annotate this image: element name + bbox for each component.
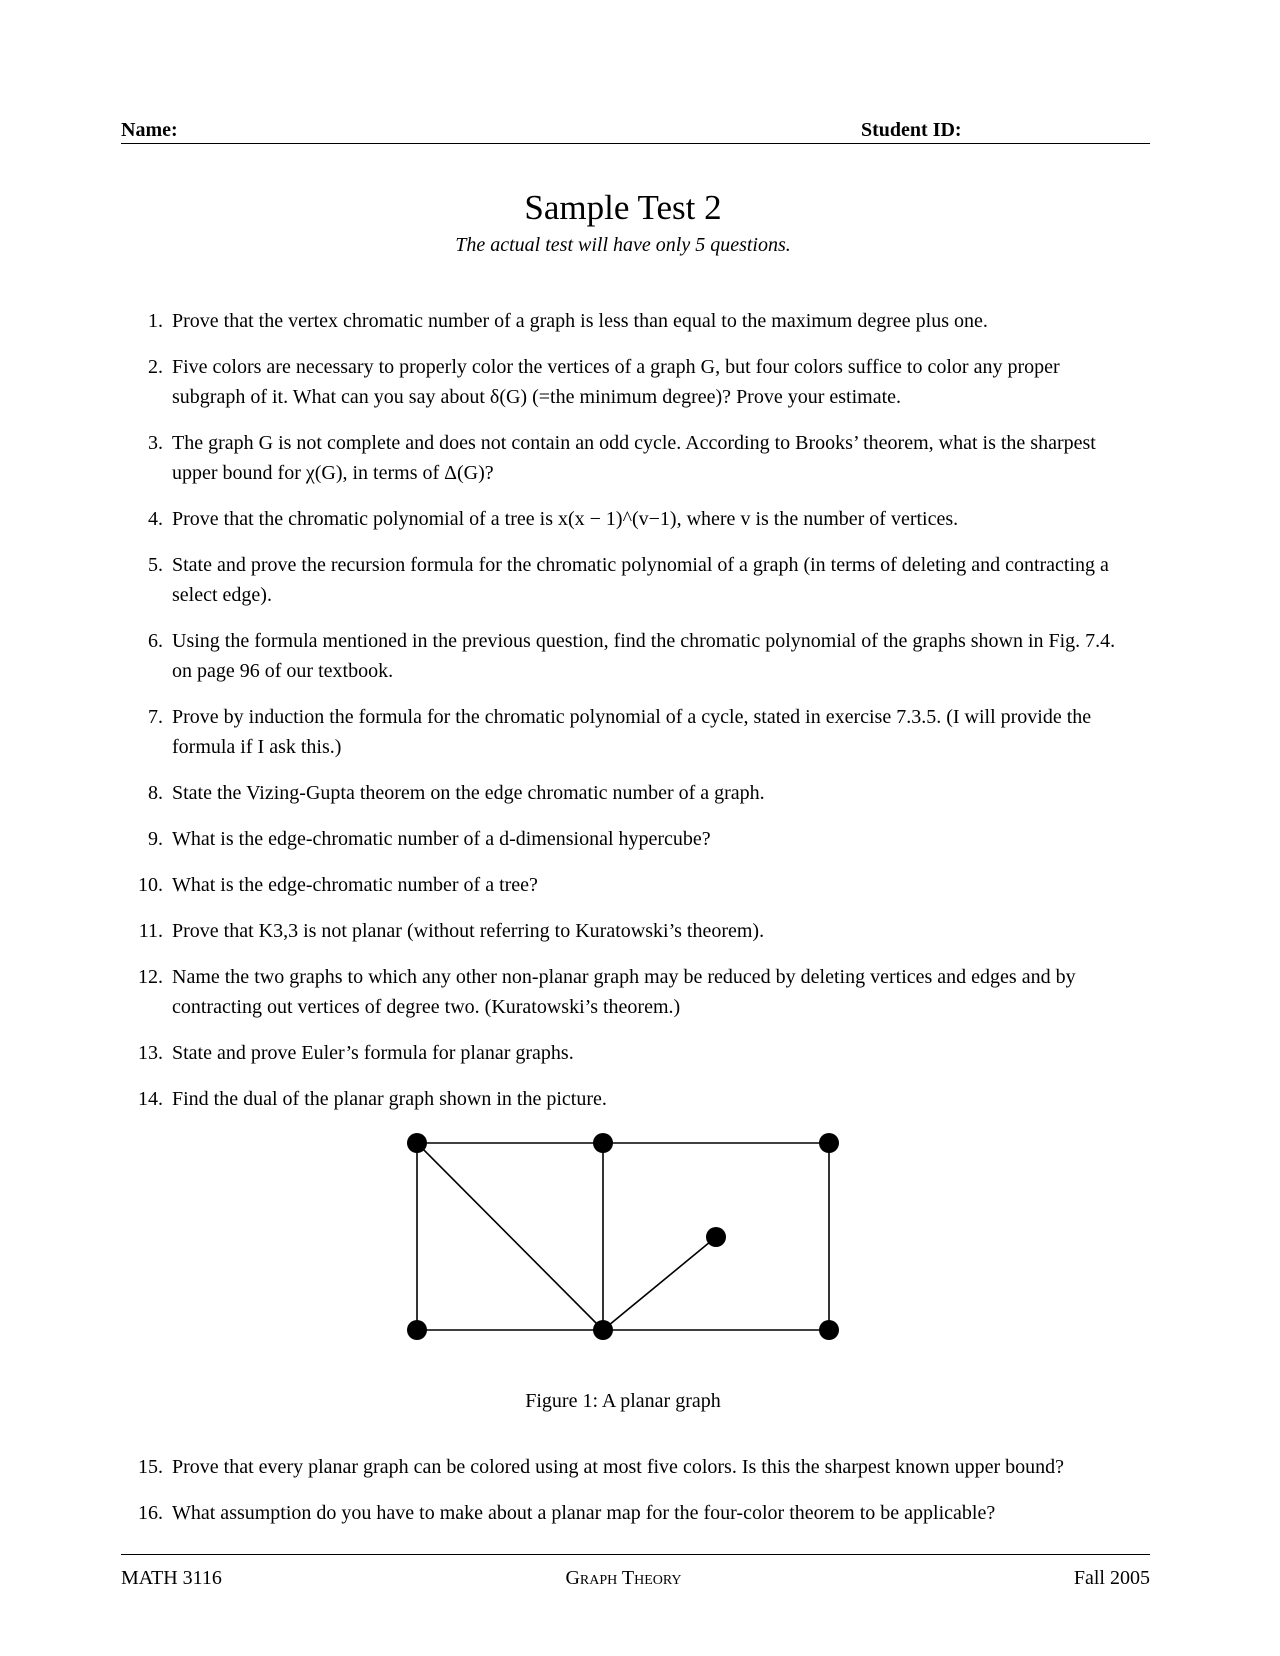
question-4: 4. Prove that the chromatic polynomial of a tree is x(x − 1)^(v−1), where v is the number of vertices. <box>148 508 959 530</box>
question-12: 12. Name the two graphs to which any other non-planar graph may be reduced by deleting vertices and edges and by contracting out vertices of degree two. (Kuratowski’s theorem.) <box>138 966 1076 1018</box>
student-id-label: Student ID: <box>861 119 962 141</box>
header <box>121 119 1150 144</box>
question-8: 8. State the Vizing-Gupta theorem on the edge chromatic number of a graph. <box>148 782 765 804</box>
question-3: 3. The graph G is not complete and does not contain an odd cycle. According to Brooks’ theorem, what is the sharpest upper bound for χ(G), in terms of Δ(G)? <box>148 432 1096 484</box>
figure-caption: Figure 1: A planar graph <box>525 1390 721 1412</box>
question-9: 9. What is the edge-chromatic number of a d-dimensional hypercube? <box>148 828 711 850</box>
question-11: 11. Prove that K3,3 is not planar (without referring to Kuratowski’s theorem). <box>138 920 765 942</box>
question-13: 13. State and prove Euler’s formula for planar graphs. <box>138 1042 574 1064</box>
question-14: 14. Find the dual of the planar graph shown in the picture. <box>138 1088 607 1110</box>
term: Fall 2005 <box>1073 1567 1150 1589</box>
question-2: 2. Five colors are necessary to properly color the vertices of a graph G, but four colors suffice to color any proper subgraph of it. What can you say about δ(G) (=the minimum degree)? Prove your estimate. <box>148 356 1060 408</box>
name-label: Name: <box>121 119 178 141</box>
graph-edge <box>417 1143 603 1330</box>
course-code: MATH 3116 <box>121 1567 222 1589</box>
graph-vertex <box>407 1133 427 1153</box>
graph-vertex <box>407 1320 427 1340</box>
subtitle: The actual test will have only 5 questions. <box>455 234 791 256</box>
question-15: 15. Prove that every planar graph can be colored using at most five colors. Is this the sharpest known upper bound? <box>138 1456 1064 1478</box>
question-list <box>121 306 1129 1130</box>
question-10: 10. What is the edge-chromatic number of a tree? <box>138 874 538 896</box>
question-16: 16. What assumption do you have to make about a planar map for the four-color theorem to be applicable? <box>138 1502 996 1524</box>
graph-vertex <box>593 1320 613 1340</box>
planar-graph-figure <box>400 1130 860 1350</box>
question-7: 7. Prove by induction the formula for the chromatic polynomial of a cycle, stated in exercise 7.3.5. (I will provide the formula if I ask this.) <box>148 706 1092 758</box>
question-6: 6. Using the formula mentioned in the previous question, find the chromatic polynomial of the graphs shown in Fig. 7.4. on page 96 of our textbook. <box>148 630 1116 682</box>
graph-vertex <box>819 1133 839 1153</box>
footer <box>121 1554 1150 1595</box>
question-1: 1. Prove that the vertex chromatic number of a graph is less than equal to the maximum degree plus one. <box>148 310 988 332</box>
page-title: Sample Test 2 <box>524 188 722 227</box>
question-list-continued <box>121 1452 1129 1544</box>
graph-vertex <box>706 1227 726 1247</box>
graph-vertex <box>819 1320 839 1340</box>
course-subject: Graph Theory <box>565 1567 682 1589</box>
question-5: 5. State and prove the recursion formula for the chromatic polynomial of a graph (in terms of deleting and contracting a select edge). <box>148 554 1109 606</box>
graph-vertex <box>593 1133 613 1153</box>
graph-edge <box>603 1237 716 1330</box>
